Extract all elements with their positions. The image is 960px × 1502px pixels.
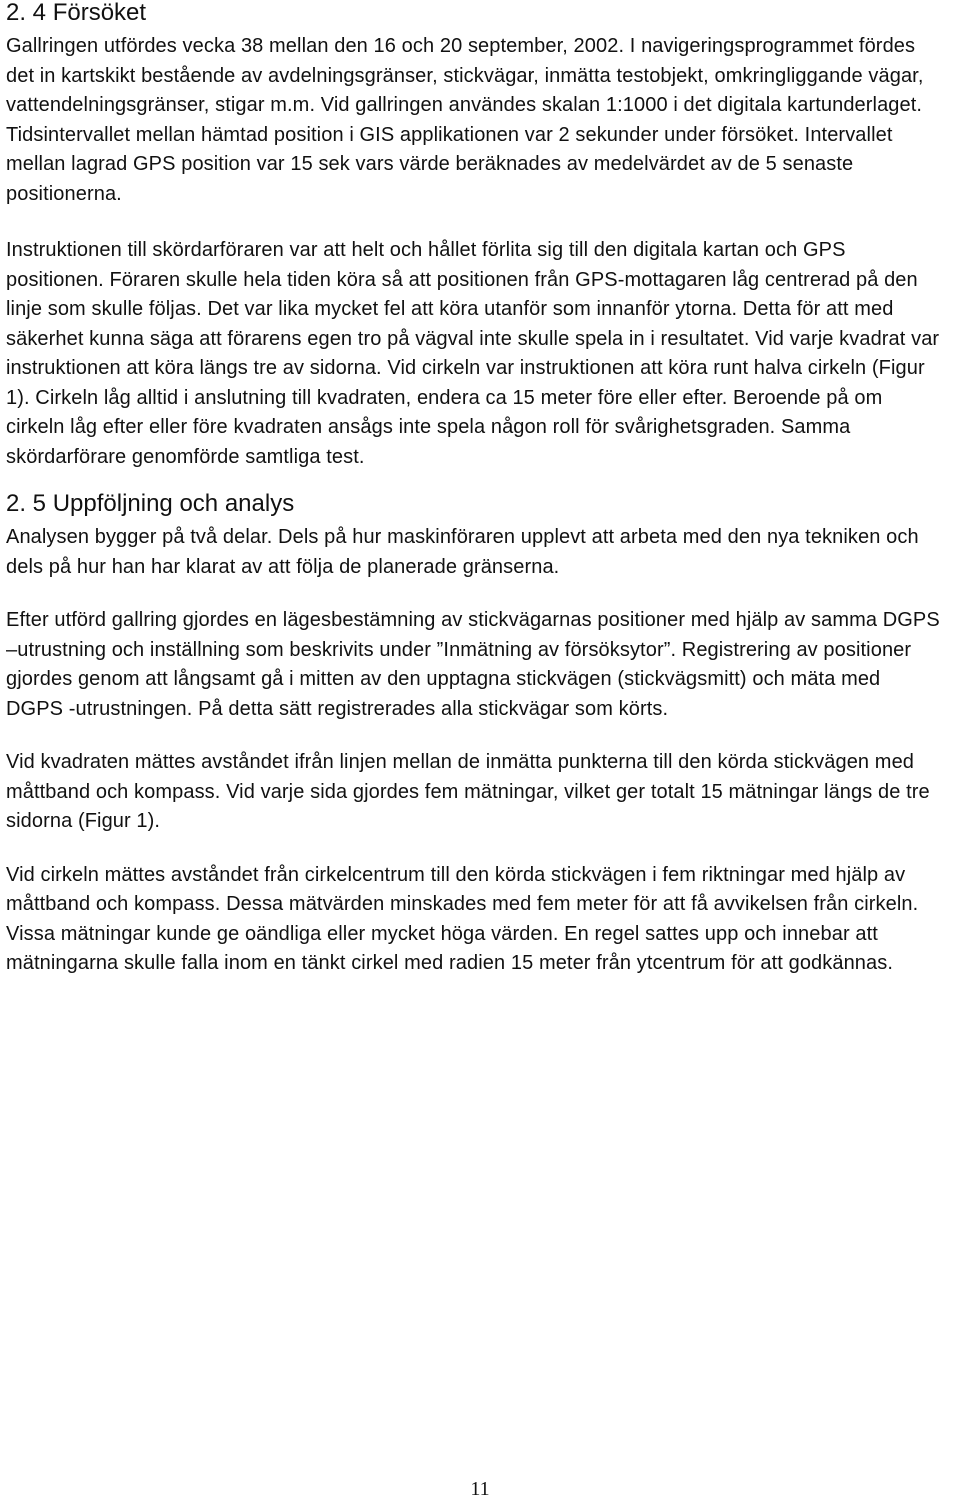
paragraph: Efter utförd gallring gjordes en lägesbestämning av stickvägarnas positioner med hjälp av samma DGPS –utrustning och inställning som beskrivits under ”Inmätning av försöksytor”. Registrering av positioner gjordes genom att långsamt gå i mitten av den upptagna stickvägen (stickvägsmitt) och mäta med DGPS -utrustningen. På detta sätt registrerades alla stickvägar som körts. <box>6 609 940 720</box>
document-page <box>6 0 942 979</box>
paragraph: Analysen bygger på två delar. Dels på hur maskinföraren upplevt att arbeta med den nya tekniken och dels på hur han har klarat av att följa de planerade gränserna. <box>6 526 919 578</box>
page-number: 11 <box>470 1478 490 1500</box>
paragraph: Gallringen utfördes vecka 38 mellan den 16 och 20 september, 2002. I navigeringsprogrammet fördes det in kartskikt bestående av avdelningsgränser, stickvägar, inmätta testobjekt, omkringliggande vägar, vattendelningsgränser, stigar m.m. Vid gallringen användes skalan 1:1000 i det digitala kartunderlaget. Tidsintervallet mellan hämtad position i GIS applikationen var 2 sekunder under försöket. Intervallet mellan lagrad GPS position var 15 sek vars värde beräknades av medelvärdet av de 5 senaste positionerna. <box>6 35 924 205</box>
paragraph: Vid cirkeln mättes avståndet från cirkelcentrum till den körda stickvägen i fem riktningar med hjälp av måttband och kompass. Dessa mätvärden minskades med fem meter för att få avvikelsen från cirkeln. Vissa mätningar kunde ge oändliga eller mycket höga värden. En regel sattes upp och innebar att mätningarna skulle falla inom en tänkt cirkel med radien 15 meter från ytcentrum för att godkännas. <box>6 863 919 974</box>
section-heading-forsoket: 2. 4 Försöket <box>6 0 147 26</box>
paragraph: Vid kvadraten mättes avståndet ifrån linjen mellan de inmätta punkterna till den körda stickvägen med måttband och kompass. Vid varje sida gjordes fem mätningar, vilket ger totalt 15 mätningar längs de tre sidorna (Figur 1). <box>6 751 930 832</box>
paragraph: Instruktionen till skördarföraren var att helt och hållet förlita sig till den digitala kartan och GPS positionen. Föraren skulle hela tiden köra så att positionen från GPS-mottagaren låg centrerad på den linje som skulle följas. Det var lika mycket fel att köra utanför som innanför ytorna. Detta för att med säkerhet kunna säga att förarens egen tro på vägval inte skulle spela in i resultatet. Vid varje kvadrat var instruktionen att köra längs tre av sidorna. Vid cirkeln var instruktionen att köra runt halva cirkeln (Figur 1). Cirkeln låg alltid i anslutning till kvadraten, endera ca 15 meter före eller efter. Beroende på om cirkeln låg efter eller före kvadraten ansågs inte spela någon roll för svårighetsgraden. Samma skördarförare genomförde samtliga test. <box>6 239 940 468</box>
section-heading-uppfoljning: 2. 5 Uppföljning och analys <box>6 490 295 517</box>
